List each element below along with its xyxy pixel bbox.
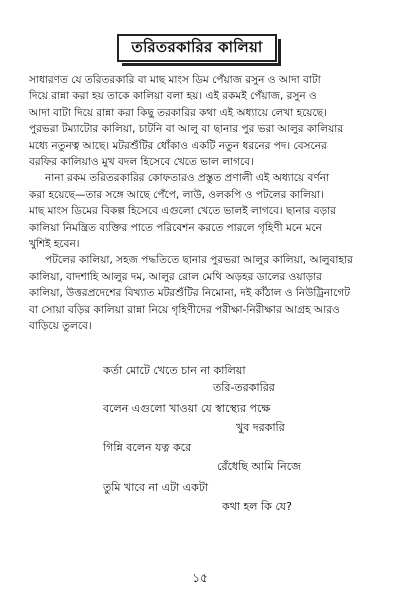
poem-line: রেঁধেছি আমি নিজে <box>217 460 301 473</box>
text-line: মাছ মাংস ডিমের বিকল্প হিসেবে এগুলো খেতে ভালই লাগবে। ছানার বড়ার <box>29 205 336 218</box>
text-line: পুরভরা টম্যাটোর কালিয়া, চাটনি বা আলু বা ছানার পুর ভরা আলুর কালিয়ার <box>29 123 344 136</box>
text-line: কালিয়া, উত্তরপ্রদেশের বিখ্যাত মটরশুঁটির নিমোনা, দই কাঁঠাল ও নিউট্রিনাগেট <box>29 287 350 300</box>
text-line: কালিয়া, বাদশাহি আলুর দম, আলুর রোল মেথি অড়হর ডালের ওয়াড়ার <box>29 270 322 283</box>
poem-line: খুব দরকারি <box>236 421 285 434</box>
paragraph-kofta <box>29 170 379 252</box>
text-line: পটলের কালিয়া, সহজ পদ্ধতিতে ছানার পুরভরা আলুর কালিয়া, আলুবাহার <box>45 254 353 267</box>
poem-line: তরি-তরকারির <box>213 381 275 394</box>
text-line: বরফির কালিয়াও মুখ বদল হিসেবে খেতে ভাল লাগবে। <box>29 156 254 169</box>
text-line: বাড়িয়ে তুলবে। <box>29 320 92 333</box>
text-line: সাধারণত যে তরিতরকারি বা মাছ মাংস ডিম পেঁয়াজ রসুন ও আদা বাটা <box>29 74 321 86</box>
poem-line: কর্তা মোটে খেতে চান না কালিয়া <box>103 364 246 377</box>
poem-line: বলেন এগুলো খাওয়া যে স্বাস্থ্যের পক্ষে <box>103 402 271 415</box>
text-line: করা হয়েছে—তার সঙ্গে আছে পেঁপে, লাউ, ওলকপি ও পটলের কালিয়া। <box>29 188 324 201</box>
chapter-title-box <box>117 34 277 62</box>
text-line: বা সোয়া বড়ির কালিয়া রান্না নিয়ে গৃহিণীদের পরীক্ষা-নিরীক্ষার আগ্রহ আরও <box>29 303 340 316</box>
body-text <box>29 72 379 335</box>
text-line: কালিয়া নিমন্ত্রিত ব্যক্তির পাতে পরিবেশন করতে পারলে গৃহিণী মনে মনে <box>29 221 322 234</box>
text-line: খুশিই হবেন। <box>29 238 80 251</box>
chapter-title: তরিতরকারির কালিয়া <box>131 37 263 56</box>
text-line: নানা রকম তরিতরকারির কোফতারও প্রস্তুত প্রণালী এই অধ্যায়ে বর্ণনা <box>45 172 330 185</box>
paragraph-intro <box>29 72 379 170</box>
poem-line: গিন্নি বলেন যত্ন করে <box>103 441 192 454</box>
poem-line: তুমি খাবে না এটা একটা <box>103 481 209 494</box>
text-line: মধ্যে নতুনত্ব আছে। মটরশুঁটির ধোঁকাও একটি নতুন ধরনের পদ। বেসনের <box>29 139 327 152</box>
paragraph-recipes <box>29 252 379 334</box>
page-number: ১৫ <box>192 571 208 585</box>
poem-line: কথা হল কি যে? <box>222 500 292 513</box>
text-line: দিয়ে রান্না করা হয় তাকে কালিয়া বলা হয়। এই রকমই পেঁয়াজ, রসুন ও <box>29 90 317 103</box>
text-line: আদা বাটা দিয়ে রান্না করা কিছু তরকারির কথা এই অধ্যায়ে লেখা হয়েছে। <box>29 106 327 119</box>
